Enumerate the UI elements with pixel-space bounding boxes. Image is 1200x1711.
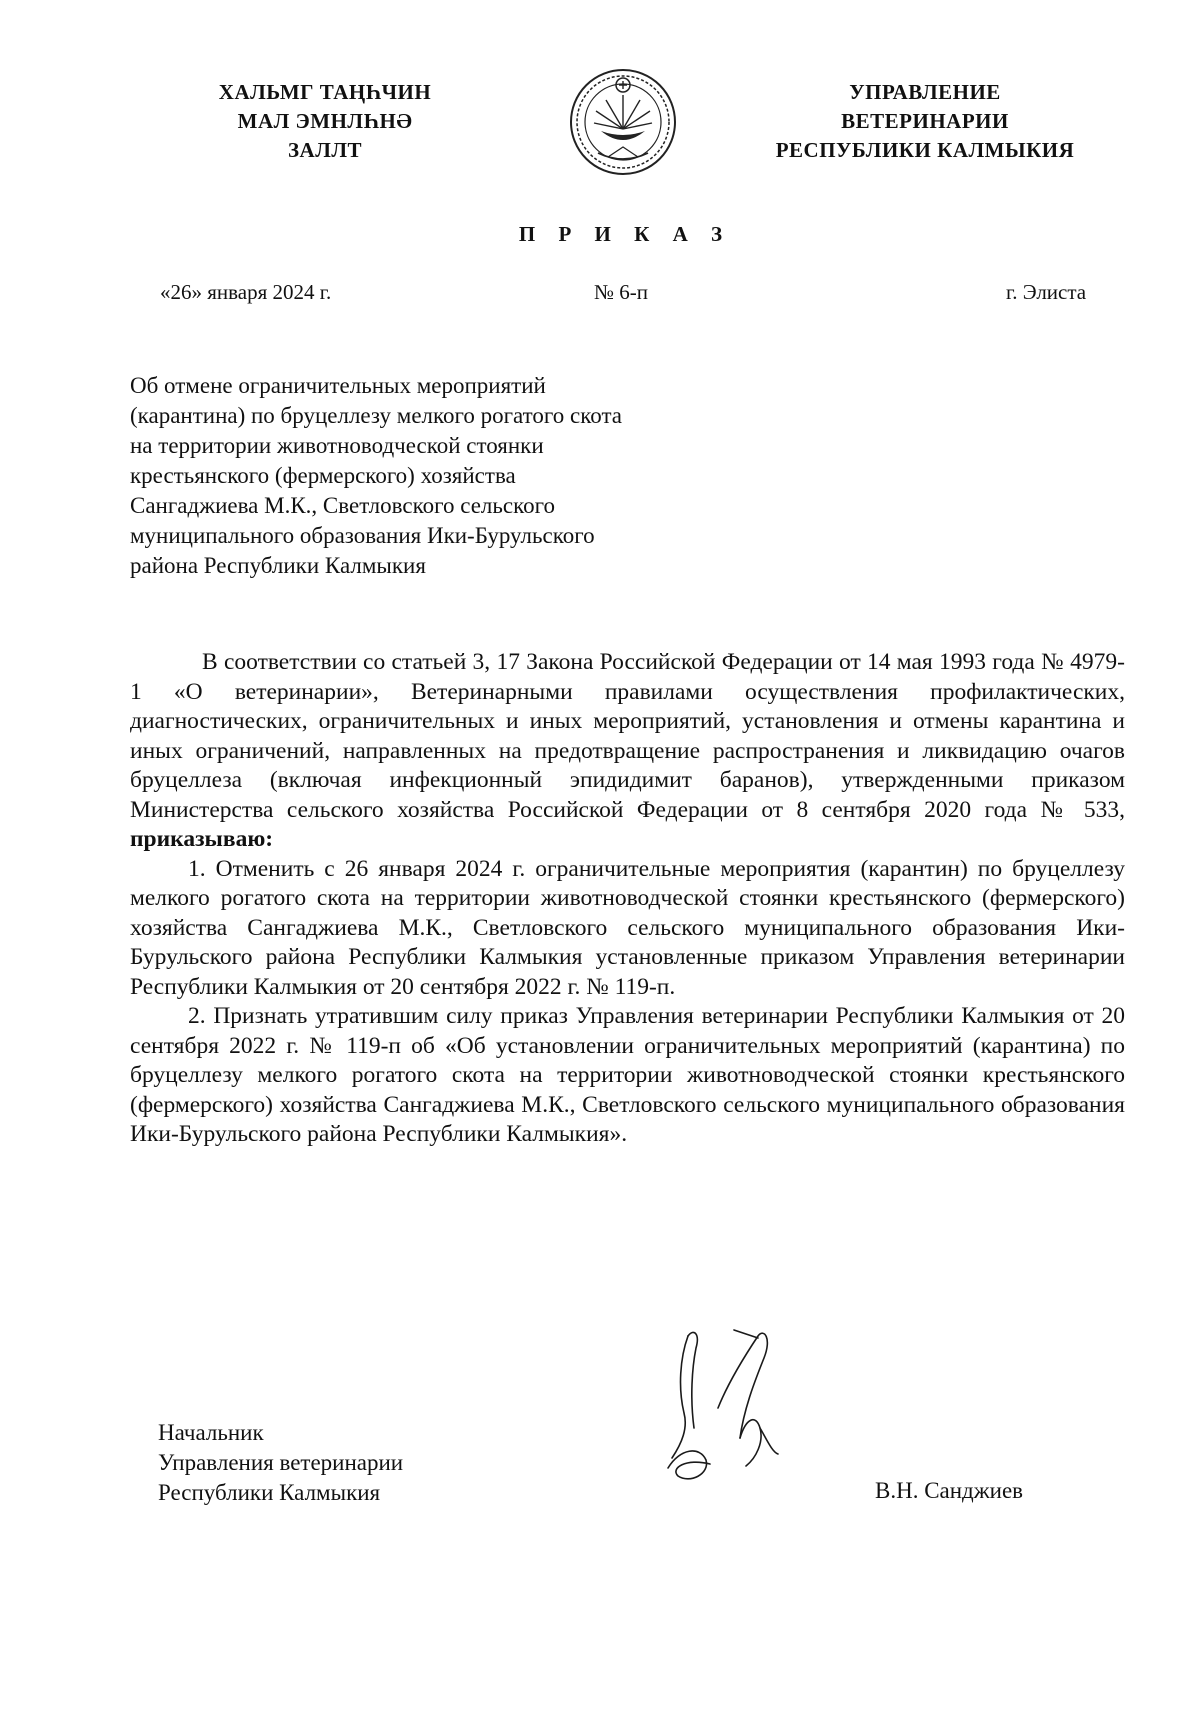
subject-line: Сангаджиева М.К., Светловского сельского	[130, 493, 555, 518]
signer-position-line: Республики Калмыкия	[158, 1480, 381, 1505]
subject-line: крестьянского (фермерского) хозяйства	[130, 463, 516, 488]
handwritten-signature-icon	[660, 1318, 790, 1488]
org-name-line: МАЛ ЭМНЛҺНӘ	[237, 109, 413, 133]
signer-position-line: Управления ветеринарии	[158, 1450, 404, 1475]
org-name-russian	[735, 78, 1115, 165]
signer-position	[158, 1418, 403, 1508]
org-name-line: ХАЛЬМГ ТАҢҺЧИН	[218, 80, 432, 104]
document-body	[130, 648, 1125, 1150]
document-date: «26» января 2024 г.	[160, 280, 332, 304]
subject-line: муниципального образования Ики-Бурульского	[130, 523, 595, 548]
signer-position-line: Начальник	[158, 1420, 264, 1445]
document-number: № 6-п	[594, 280, 649, 304]
signer-name: В.Н. Санджиев	[875, 1478, 1024, 1503]
org-name-line: ЗАЛЛТ	[287, 138, 363, 162]
org-name-line: ВЕТЕРИНАРИИ	[841, 109, 1009, 133]
org-name-kalmyk	[175, 78, 475, 165]
order-item-2: 2. Признать утратившим силу приказ Управления ветеринарии Республики Калмыкия от 20 сентября 2022 г. № 119-п об «Об установлении ограничительных мероприятий (карантина) по бруцеллезу мелкого рогатого скота на территории животноводческой стоянки крестьянского (фермерского) хозяйства Сангаджиева М.К., Светловского сельского муниципального образования Ики-Бурульского района Республики Калмыкия».	[130, 1003, 1125, 1147]
subject-line: на территории животноводческой стоянки	[130, 433, 544, 458]
preamble-paragraph	[130, 648, 1125, 855]
preamble-text: В соответствии со статьей 3, 17 Закона Российской Федерации от 14 мая 1993 года № 4979-1 «О ветеринарии», Ветеринарными правилами осуществления профилактических, диагностических, ограничительных и иных мероприятий, установления и отмены карантина и иных ограничений, направленных на предотвращение распространения и ликвидацию очагов бруцеллеза (включая инфекционный эпидидимит баранов), утвержденными приказом Министерства сельского хозяйства Российской Федерации от 8 сентября 2020 года № 533,	[130, 649, 1125, 823]
kalmykia-coat-of-arms-icon	[568, 67, 678, 177]
order-word: приказываю:	[130, 826, 274, 852]
subject-line: (карантина) по бруцеллезу мелкого рогатого скота	[130, 403, 622, 428]
order-item-1: 1. Отменить с 26 января 2024 г. ограничительные мероприятия (карантин) по бруцеллезу мелкого рогатого скота на территории животноводческой стоянки крестьянского (фермерского) хозяйства Сангаджиева М.К., Светловского сельского муниципального образования Ики-Бурульского района Республики Калмыкия установленные приказом Управления ветеринарии Республики Калмыкия от 20 сентября 2022 г. № 119-п.	[130, 855, 1125, 1000]
document-subject	[130, 371, 750, 581]
org-name-line: УПРАВЛЕНИЕ	[849, 80, 1001, 104]
document-type-title: П Р И К А З	[518, 222, 732, 246]
org-name-line: РЕСПУБЛИКИ КАЛМЫКИЯ	[775, 138, 1075, 162]
subject-line: района Республики Калмыкия	[130, 553, 426, 578]
document-city: г. Элиста	[1006, 280, 1087, 304]
subject-line: Об отмене ограничительных мероприятий	[130, 373, 546, 398]
